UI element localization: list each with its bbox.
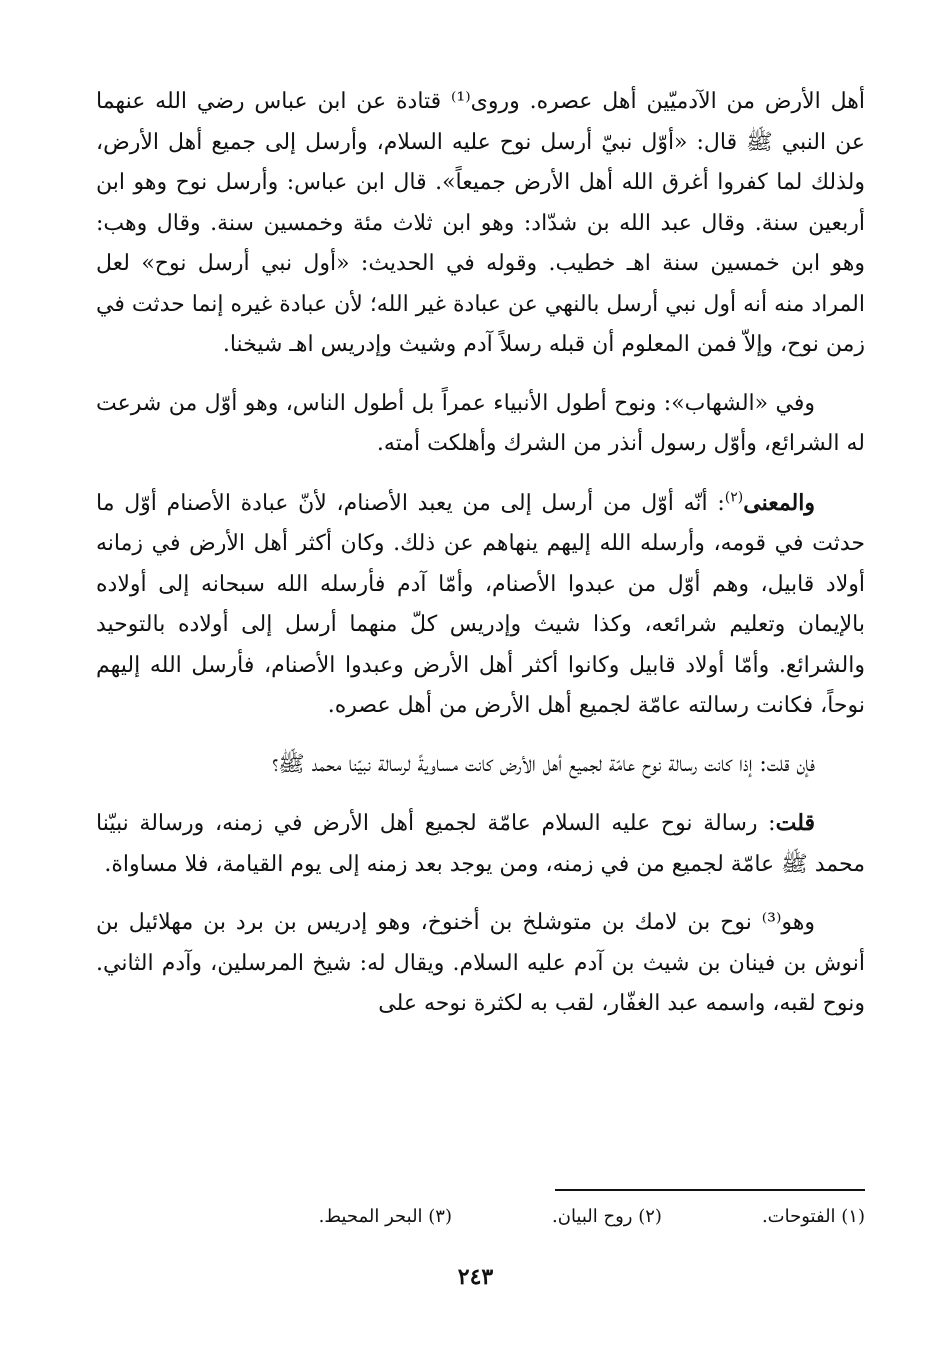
paragraph-1 [96, 82, 865, 366]
footnote-divider [555, 1189, 865, 1191]
paragraph-2-text: وفي «الشهاب»: ونوح أطول الأنبياء عمراً بل أطول الناس، وهو أوّل من شرعت له الشرائع، وأوّل رسول أنذر من الشرك وأهلكت أمته. [96, 390, 865, 456]
paragraph-4 [96, 745, 865, 786]
page-number: ٢٤٣ [457, 1264, 494, 1290]
paragraph-6-text: وهو⁽³⁾ نوح بن لامك بن متوشلخ بن أخنوخ، وهو إدريس بن برد بن مهلائيل بن أنوش بن فينان بن شيث بن آدم عليه السلام. ويقال له: شيخ المرسلين، وآدم الثاني. ونوح لقبه، واسمه عبد الغفّار، لقب به لكثرة نوحه على [96, 910, 865, 1016]
paragraph-3-footnote-ref: (٢) [724, 489, 744, 506]
paragraph-5-text: : رسالة نوح عليه السلام عامّة لجميع أهل الأرض في زمنه، ورسالة نبيّنا محمد ﷺ عامّة لجميع من في زمنه، ومن يوجد بعد زمنه إلى يوم القيامة، فلا مساواة. [96, 811, 865, 877]
paragraph-4-text: فإن قلت: إذا كانت رسالة نوح عامّة لجميع أهل الأرض كانت مساويةً لرسالة نبيّنا محمد ﷺ؟ [272, 751, 815, 777]
footnote-2: (٢) روح البيان. [552, 1206, 662, 1227]
paragraph-3-text: : أنّه أوّل من أرسل إلى من يعبد الأصنام، لأنّ عبادة الأصنام أوّل ما حدثت في قومه، وأرسله الله إليهم ينهاهم عن ذلك. وكان أكثر أهل الأرض في زمانه أولاد قابيل، وهم أوّل من عبدوا الأصنام، وأمّا آدم فأرسله الله سبحانه إلى أولاده بالإيمان وتعليم شرائعه، وكذا شيث وإدريس كلّ منهما أرسل إلى أولاده بالتوحيد والشرائع. وأمّا أولاد قابيل وكانوا أكثر أهل الأرض وعبدوا الأصنام، فأرسل الله إليهم نوحاً، فكانت رسالته عامّة لجميع أهل الأرض من أهل عصره. [96, 490, 865, 718]
paragraph-5 [96, 803, 865, 885]
paragraph-5-lead: قلت [775, 810, 815, 836]
paragraph-2 [96, 384, 865, 465]
paragraph-6 [96, 903, 865, 1025]
paragraph-1-text: أهل الأرض من الآدميّين أهل عصره. وروى⁽¹⁾ قتادة عن ابن عباس رضي الله عنهما عن النبي ﷺ قال: «أوّل نبيّ أرسل نوح عليه السلام، وأرسل إلى جميع أهل الأرض، ولذلك لما كفروا أغرق الله أهل الأرض جميعاً». قال ابن عباس: وأرسل نوح وهو ابن أربعين سنة. وقال عبد الله بن شدّاد: وهو ابن ثلاث مئة وخمسين سنة. وقال وهب: وهو ابن خمسين سنة اهـ خطيب. وقوله في الحديث: «أول نبي أرسل نوح» لعل المراد منه أنه أول نبي أرسل بالنهي عن عبادة غير الله؛ لأن عبادة غيره إنما حدثت في زمن نوح، وإلاّ فمن المعلوم أن قبله رسلاً آدم وشيث وإدريس اهـ شيخنا. [96, 89, 865, 357]
footnote-3: (٣) البحر المحيط. [318, 1206, 452, 1227]
footnote-1: (١) الفتوحات. [761, 1206, 865, 1227]
paragraph-3 [96, 483, 865, 727]
paragraph-3-lead: والمعنى [743, 489, 815, 516]
footnotes [96, 1204, 865, 1230]
